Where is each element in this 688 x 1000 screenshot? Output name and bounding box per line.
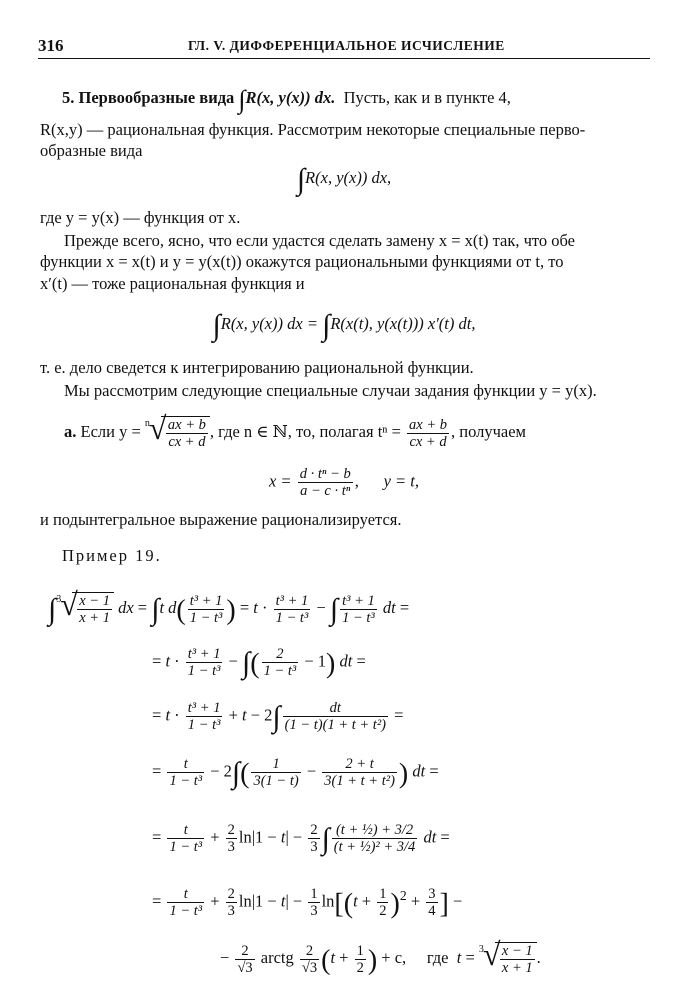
text-line: Прежде всего, ясно, что если удастся сделать замену x = x(t) так, что обе [64, 231, 576, 250]
nth-root: n √ $\frac{ax + b}{cx + d}$ [145, 416, 210, 450]
running-header [38, 36, 650, 58]
derivation-line-1: ∫ 3 √ $\frac{x - 1}{x + 1}$ dx = ∫t d( $\frac{\text{t³ + 1}}{\text{1 − t³}}$ ) = t · $\frac{\text{t³ + 1}}{\text{1 − t³}}$ − ∫ $\frac{\text{t³ + 1}}{\text{1 − t³}}$ dt = [48, 586, 410, 626]
text-line: x′(t) — тоже рациональная функция и [40, 274, 305, 293]
intro-tail: Пусть, как и в пункте 4, [343, 88, 511, 107]
derivation-line-2: = t · $\frac{\text{t³ + 1}}{\text{1 − t³}}$ − ∫( $\frac{2}{\text{1 − t³}}$ − 1) dt = [152, 646, 366, 680]
text-line: R(x,y) — рациональная функция. Рассмотрим некоторые специальные перво- [40, 120, 586, 139]
header-rule [38, 58, 650, 59]
text-line: где y = y(x) — функция от x. [40, 208, 241, 227]
section-heading-line [62, 85, 648, 114]
text-line: и подынтегральное выражение рационализируется. [40, 510, 402, 529]
display-formula-2: ∫R(x, y(x)) dx = ∫R(x(t), y(x(t))) x′(t) dt, [212, 309, 476, 342]
case-a-line: а. Если y = n √ $\frac{ax + b}{cx + d}$ , где n ∈ ℕ, то, полагая tⁿ = $\frac{ax + b}{cx + d}$ , получаем [64, 410, 526, 450]
example-label: Пример 19. [62, 546, 162, 565]
text-line: Мы рассмотрим следующие специальные случаи задания функции y = y(x). [64, 381, 597, 400]
derivation-line-6: = $\frac{t}{\text{1 − t³}}$ + $\frac{2}{3}$ ln|1 − t| − $\frac{1}{3}$ ln[(t + $\frac{1}{2}$ )$^2$ + $\frac{3}{4}$ ] − [152, 886, 463, 920]
display-formula-3: x = $\frac{\text{d · tⁿ − b}}{\text{a − c · tⁿ}}$ , y = t, [268, 466, 420, 499]
running-title: ГЛ. V. ДИФФЕРЕНЦИАЛЬНОЕ ИСЧИСЛЕНИЕ [188, 38, 505, 53]
heading-formula: R(x, y(x)) dx. [245, 88, 336, 107]
integral-sign: ∫ [296, 163, 306, 196]
section-heading: 5. Первообразные вида [62, 88, 235, 107]
integral-sign: ∫ [238, 85, 246, 114]
text-line: образные вида [40, 141, 143, 160]
derivation-line-3: = t · $\frac{\text{t³ + 1}}{\text{1 − t³}}$ + t − 2∫ $\frac{dt}{\text{(1 − t)(1 + t + t²)}}$ = [152, 700, 404, 734]
derivation-line-7: − $\frac{2}{√3}$ arctg $\frac{2}{√3}$ (t + $\frac{1}{2}$ ) + c, где t = 3 √ $\frac{x - 1}{x + 1}$ . [220, 936, 541, 976]
text-line: функции x = x(t) и y = y(x(t)) окажутся рациональными функциями от t, то [40, 252, 564, 271]
page-number: 316 [38, 36, 64, 55]
derivation-line-4: = $\frac{t}{\text{1 − t³}}$ − 2∫( $\frac{1}{3(1 - t)}$ − $\frac{2 + t}{\text{3(1 + t + t²)}}$ ) dt = [152, 756, 439, 790]
display-formula-1: ∫R(x, y(x)) dx, [296, 163, 392, 196]
text-line: т. е. дело сведется к интегрированию рациональной функции. [40, 358, 474, 377]
derivation-line-5: = $\frac{t}{\text{1 − t³}}$ + $\frac{2}{3}$ ln|1 − t| − $\frac{2}{3}$ ∫ $\frac{\text{(t + ½) + 3/2}}{\text{(t + ½)² + 3/4}}$ dt = [152, 822, 450, 856]
